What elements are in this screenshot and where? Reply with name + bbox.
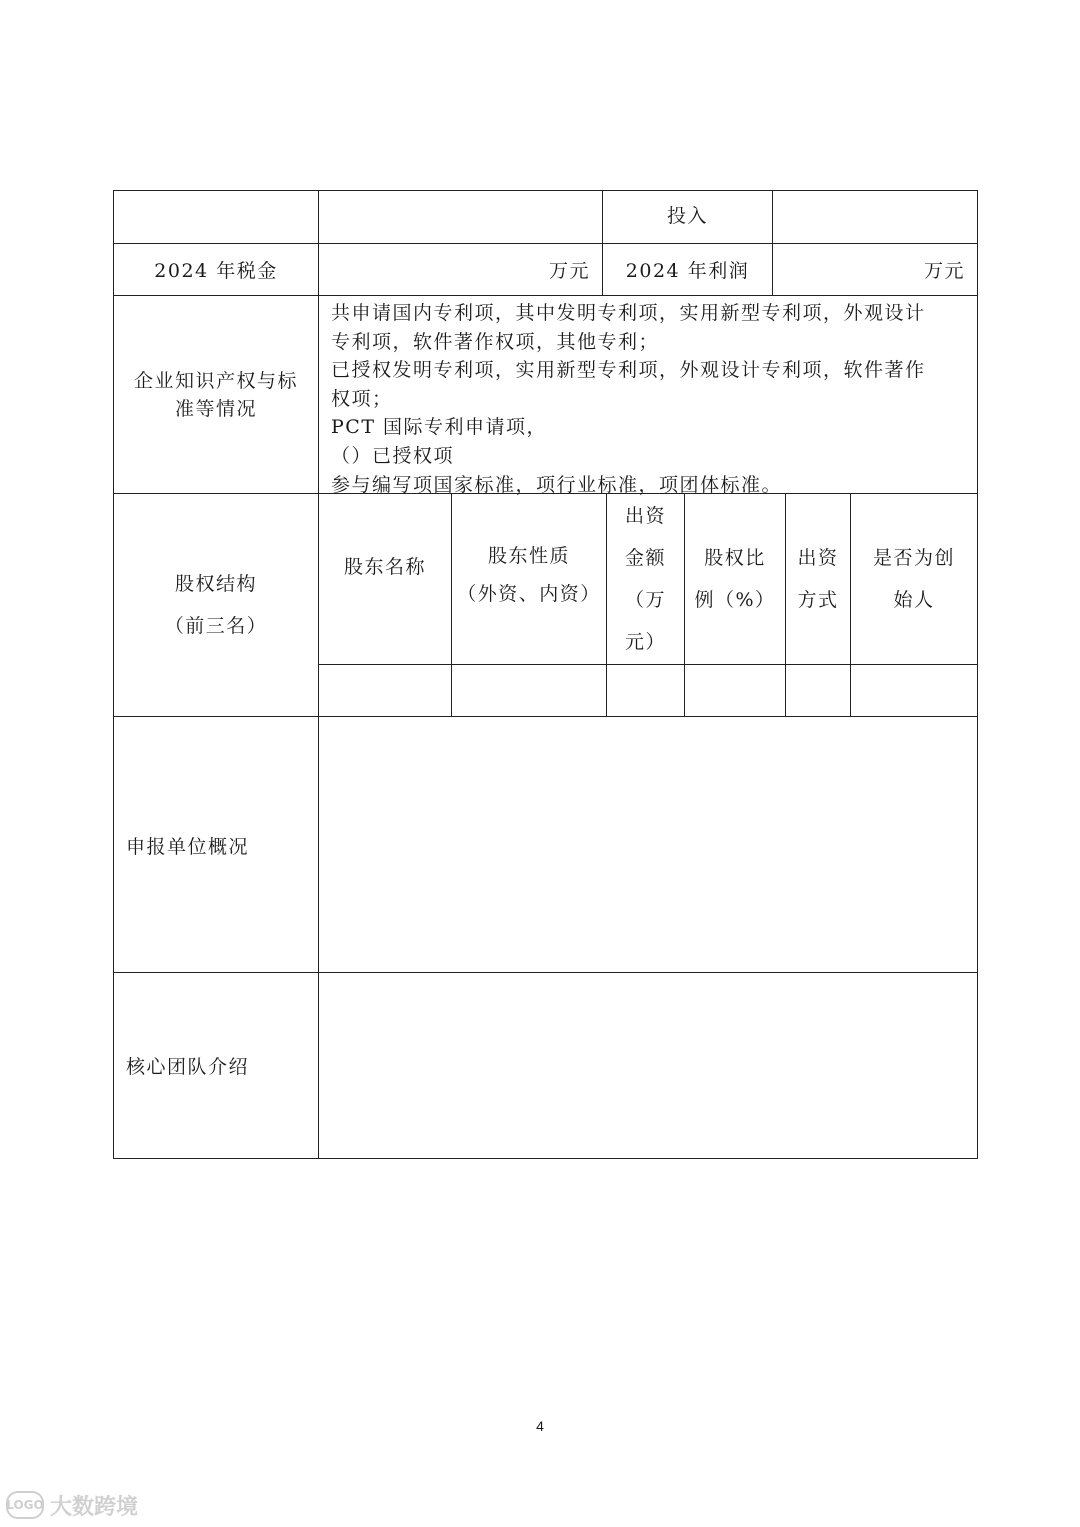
shareholder-name-cell[interactable] <box>319 665 451 716</box>
equity-label-line1: 股权结构 <box>174 573 257 595</box>
investment-method-header <box>786 494 850 664</box>
ratio-line: 股权比 <box>704 547 766 569</box>
ratio-line: 例（%） <box>694 589 776 611</box>
tax-2024-unit[interactable]: 万元 <box>548 260 590 282</box>
ip-line: 专利项，软件著作权项，其他专利； <box>331 330 660 353</box>
nature-line2: （外资、内资） <box>457 583 601 605</box>
row1-label-cell <box>114 191 318 243</box>
ip-label-line2: 准等情况 <box>174 397 257 420</box>
shareholder-name-header: 股东名称 <box>343 555 426 578</box>
investment-label: 投入 <box>666 204 708 227</box>
investment-amount-header <box>607 494 684 664</box>
ip-line: 已授权发明专利项，实用新型专利项，外观设计专利项，软件著作 <box>331 359 926 382</box>
ip-standards-label <box>114 296 318 493</box>
founder-line: 始人 <box>893 589 935 611</box>
row1-value-cell[interactable] <box>319 191 602 243</box>
equity-ratio-cell[interactable] <box>685 665 785 716</box>
amount-line: （万 <box>624 589 666 611</box>
shareholder-nature-cell[interactable] <box>452 665 606 716</box>
ip-line: 权项； <box>331 387 393 410</box>
ip-line: 参与编写项国家标准，项行业标准，项团体标准。 <box>331 473 783 496</box>
ip-standards-content[interactable] <box>319 296 977 496</box>
watermark-logo-icon: LOGO <box>6 1491 44 1519</box>
applicant-overview-content[interactable] <box>319 717 977 972</box>
watermark-text: 大数跨境 <box>50 1494 139 1520</box>
ip-line: PCT 国际专利申请项， <box>331 416 548 439</box>
watermark <box>6 1490 138 1520</box>
core-team-label: 核心团队介绍 <box>126 1056 250 1078</box>
table-border-bottom <box>113 1158 978 1159</box>
method-line: 方式 <box>797 589 839 611</box>
investment-method-cell[interactable] <box>786 665 850 716</box>
tax-2024-label: 2024 年税金 <box>154 260 278 282</box>
amount-line: 元） <box>624 631 666 653</box>
investment-value-cell[interactable] <box>773 191 977 243</box>
table-border-right <box>977 190 978 1159</box>
founder-line: 是否为创 <box>872 547 955 569</box>
shareholder-nature-header <box>452 494 606 664</box>
equity-ratio-header <box>685 494 785 664</box>
ip-label-line1: 企业知识产权与标 <box>133 369 298 392</box>
amount-line: 金额 <box>624 547 666 569</box>
profit-2024-unit[interactable]: 万元 <box>923 260 965 282</box>
method-line: 出资 <box>797 547 839 569</box>
equity-label-line2: （前三名） <box>164 615 268 637</box>
nature-line1: 股东性质 <box>487 545 570 567</box>
page-number: 4 <box>536 1418 544 1434</box>
is-founder-cell[interactable] <box>851 665 977 716</box>
ip-line: 共申请国内专利项，其中发明专利项，实用新型专利项，外观设计 <box>331 302 926 324</box>
equity-structure-label <box>114 494 318 716</box>
amount-line: 出资 <box>624 505 666 527</box>
investment-amount-cell[interactable] <box>607 665 684 716</box>
applicant-overview-label: 申报单位概况 <box>126 836 250 858</box>
core-team-content[interactable] <box>319 973 977 1158</box>
profit-2024-label: 2024 年利润 <box>625 260 750 282</box>
is-founder-header <box>851 494 977 664</box>
ip-line: （）已授权项 <box>331 444 455 467</box>
